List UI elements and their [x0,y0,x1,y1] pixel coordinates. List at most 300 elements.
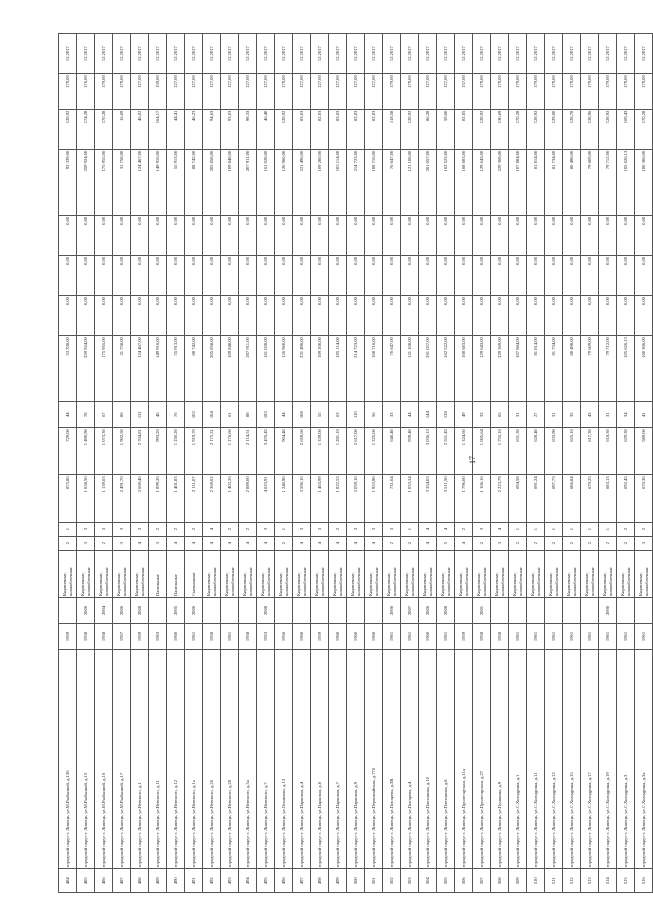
row-number: 508 [491,869,509,893]
cost-owners-cell: 175 955,00 [95,149,113,215]
total-area-cell: 3 511,50 [437,475,455,522]
total-cost-cell: 107 884,00 [509,336,527,402]
living-area-cell: 1 919,70 [185,428,203,475]
floors-cell: 2 [545,536,563,550]
table-row [95,34,113,893]
total-cost-cell: 259 924,00 [77,336,95,402]
floors-cell: 2 [95,536,113,550]
residents-cell: 44 [401,402,419,428]
total-area-cell: 1 053,34 [401,475,419,522]
entrances-cell: 1 [401,522,419,536]
max-cost-cell: 179,00 [95,74,113,109]
deadline-cell: 12.2017 [257,34,275,74]
year-built-cell: 1958 [95,623,113,649]
cost-owners-cell: 81 734,00 [545,149,563,215]
row-number: 513 [581,869,599,893]
deadline-cell: 12.2017 [239,34,257,74]
max-cost-cell: 179,00 [491,74,509,109]
entrances-cell: 1 [275,522,293,536]
wall-material-cell: Кирпичные, шлакоблочные [491,550,509,597]
row-number: 497 [293,869,311,893]
deadline-cell: 12.2017 [77,34,95,74]
cost-municipal-cell: 0,00 [599,215,617,255]
wall-material-cell: Кирпичные, шлакоблочные [239,550,257,597]
living-area-cell: 617,30 [581,428,599,475]
wall-material-cell: Кирпичные, шлакоблочные [275,550,293,597]
table-row [491,34,509,893]
entrances-cell: 2 [221,522,239,536]
residents-cell: 128 [437,402,455,428]
entrances-cell: 2 [185,522,203,536]
cost-owners-cell: 162 522,00 [437,149,455,215]
floors-cell: 2 [401,536,419,550]
cost-regional-cell: 0,00 [113,255,131,295]
max-cost-cell: 127,00 [221,74,239,109]
floors-cell: 4 [329,536,347,550]
table-row [239,34,257,893]
year-built-cell: 1957 [113,623,131,649]
max-cost-cell: 127,00 [437,74,455,109]
table-row [383,34,401,893]
residents-cell: 183 [257,402,275,428]
cost-owners-cell: 80 498,00 [563,149,581,215]
max-cost-cell: 179,00 [635,74,653,109]
max-cost-cell: 179,00 [527,74,545,109]
year-built-cell: 1959 [311,623,329,649]
residents-cell: 31 [545,402,563,428]
cost-municipal-cell: 0,00 [77,215,95,255]
address-cell: городской округ г. Липецк, ул.М.Рыбкиной, д.16 [95,649,113,868]
cost-owners-cell: 31 758,00 [113,149,131,215]
total-area-cell: 694,58 [509,475,527,522]
address-cell: городской округ г. Липецк, ул.С.Холодрина, д.15 [563,649,581,868]
floors-cell: 4 [365,536,383,550]
living-area-cell: 646,40 [383,428,401,475]
year-built-cell: 1961 [383,623,401,649]
table-row [347,34,365,893]
total-area-cell: 691,24 [527,475,545,522]
residents-cell: 76 [167,402,185,428]
floors-cell: 4 [239,536,257,550]
deadline-cell: 12.2017 [113,34,131,74]
cost-regional-cell: 0,00 [455,255,473,295]
total-area-cell: 686,84 [563,475,581,522]
cost-fund-cell: 0,00 [617,296,635,336]
total-cost-cell: 88 742,00 [185,336,203,402]
cost-regional-cell: 0,00 [203,255,221,295]
cost-municipal-cell: 0,00 [95,215,113,255]
unit-cost-cell: 128,92 [275,109,293,149]
cost-owners-cell: 81 814,00 [527,149,545,215]
total-area-cell: 2 889,00 [239,475,257,522]
cost-fund-cell: 0,00 [491,296,509,336]
year-built-cell: 1961 [617,623,635,649]
table-row [311,34,329,893]
year-repair-cell [617,598,635,624]
cost-regional-cell: 0,00 [437,255,455,295]
deadline-cell: 12.2017 [347,34,365,74]
wall-material-cell: Кирпичные, шлакоблочные [59,550,77,597]
unit-cost-cell: 130,69 [491,109,509,149]
cost-fund-cell: 0,00 [185,296,203,336]
living-area-cell: 589,00 [635,428,653,475]
cost-regional-cell: 0,00 [347,255,365,295]
wall-material-cell: Кирпичные, шлакоблочные [617,550,635,597]
wall-material-cell: Кирпичные, шлакоблочные [455,550,473,597]
max-cost-cell: 127,00 [239,74,257,109]
cost-owners-cell: 92 339,00 [59,149,77,215]
unit-cost-cell: 83,03 [293,109,311,149]
table-row [581,34,599,893]
total-cost-cell: 31 758,00 [113,336,131,402]
living-area-cell: 939,40 [401,428,419,475]
address-cell: городской округ г. Липецк, ул.С.Холодрина, д.3 [617,649,635,868]
cost-fund-cell: 0,00 [401,296,419,336]
cost-fund-cell: 0,00 [365,296,383,336]
cost-owners-cell: 126 960,00 [275,149,293,215]
residents-cell: 78 [77,402,95,428]
entrances-cell: 3 [77,522,95,536]
table-row [527,34,545,893]
address-cell: городской округ г. Липецк, ул.Невского, д.11 [149,649,167,868]
cost-fund-cell: 0,00 [293,296,311,336]
deadline-cell: 12.2017 [401,34,419,74]
row-number: 504 [419,869,437,893]
address-cell: городской округ г. Липецк, ул.Пушкина, д.9 [491,649,509,868]
wall-material-cell: Кирпичные, шлакоблочные [563,550,581,597]
cost-regional-cell: 0,00 [635,255,653,295]
deadline-cell: 12.2017 [221,34,239,74]
total-cost-cell: 126 960,00 [275,336,293,402]
max-cost-cell: 127,00 [167,74,185,109]
max-cost-cell: 127,00 [293,74,311,109]
cost-fund-cell: 0,00 [275,296,293,336]
max-cost-cell: 127,00 [365,74,383,109]
total-area-cell: 731,04 [383,475,401,522]
cost-owners-cell: 100 306,00 [635,149,653,215]
residents-cell: 61 [221,402,239,428]
table-row [599,34,617,893]
living-area-cell: 1 325,00 [365,428,383,475]
year-repair-cell: 2000 [599,598,617,624]
cost-owners-cell: 105 626,13 [617,149,635,215]
cost-regional-cell: 0,00 [257,255,275,295]
deadline-cell: 12.2017 [95,34,113,74]
table-row [617,34,635,893]
row-number: 491 [185,869,203,893]
deadline-cell: 12.2017 [275,34,293,74]
deadline-cell: 12.2017 [329,34,347,74]
year-built-cell: 1960 [329,623,347,649]
entrances-cell: 2 [167,522,185,536]
floors-cell: 2 [509,536,527,550]
total-cost-cell: 162 522,00 [437,336,455,402]
unit-cost-cell: 128,96 [581,109,599,149]
cost-regional-cell: 0,00 [509,255,527,295]
table-row [113,34,131,893]
year-built-cell: 1958 [473,623,491,649]
cost-fund-cell: 0,00 [581,296,599,336]
year-repair-cell: 2008 [257,598,275,624]
wall-material-cell: Кирпичные, шлакоблочные [473,550,491,597]
wall-material-cell: Кирпичные, шлакоблочные [113,550,131,597]
total-area-cell: 3 354,03 [419,475,437,522]
table-row [635,34,653,893]
table-row [149,34,167,893]
row-number: 489 [149,869,167,893]
year-built-cell: 1959 [59,623,77,649]
unit-cost-cell: 82,03 [365,109,383,149]
entrances-cell: 4 [437,522,455,536]
entrances-cell: 1 [59,522,77,536]
row-number: 494 [239,869,257,893]
floors-cell: 2 [383,536,401,550]
total-area-cell: 3 059,10 [347,475,365,522]
year-built-cell: 1961 [437,623,455,649]
floors-cell: 2 [527,536,545,550]
deadline-cell: 12.2017 [455,34,473,74]
year-built-cell: 1960 [347,623,365,649]
deadline-cell: 12.2017 [437,34,455,74]
table-row [401,34,419,893]
cost-owners-cell: 221 496,00 [293,149,311,215]
residents-cell: 63 [329,402,347,428]
max-cost-cell: 179,00 [563,74,581,109]
residents-cell: 44 [59,402,77,428]
year-repair-cell [581,598,599,624]
total-area-cell: 1 403,26 [221,475,239,522]
row-number: 501 [365,869,383,893]
max-cost-cell: 179,00 [617,74,635,109]
year-built-cell: 1961 [545,623,563,649]
cost-fund-cell: 0,00 [545,296,563,336]
max-cost-cell: 176,00 [77,74,95,109]
cost-fund-cell: 0,00 [383,296,401,336]
deadline-cell: 12.2017 [311,34,329,74]
entrances-cell: 4 [419,522,437,536]
wall-material-cell: Кирпичные, шлакоблочные [221,550,239,597]
housing-repair-table [58,33,653,893]
address-cell: городской округ г. Липецк, ул.М.Рыбкиной, д.15 [77,649,95,868]
residents-cell: 31 [509,402,527,428]
table-row [329,34,347,893]
total-area-cell: 1 166,16 [473,475,491,522]
cost-regional-cell: 0,00 [401,255,419,295]
cost-municipal-cell: 0,00 [113,215,131,255]
floors-cell: 4 [293,536,311,550]
total-cost-cell: 79 712,00 [599,336,617,402]
year-built-cell: 1961 [635,623,653,649]
table-row [365,34,383,893]
floors-cell: 2 [473,536,491,550]
cost-fund-cell: 0,00 [203,296,221,336]
wall-material-cell: Кирпичные, шлакоблочные [365,550,383,597]
address-cell: городской округ г. Липецк, ул.С.Холодрина, д.3а [635,649,653,868]
cost-owners-cell: 124 467,00 [131,149,149,215]
address-cell: городской округ г. Липецк, ул.Парковая, д.6 [311,649,329,868]
residents-cell: 43 [581,402,599,428]
cost-municipal-cell: 0,00 [221,215,239,255]
address-cell: городской округ г. Липецк, ул.Невского, д.28 [221,649,239,868]
wall-material-cell: Кирпичные, шлакоблочные [383,550,401,597]
total-cost-cell: 108 716,00 [365,336,383,402]
total-cost-cell: 81 734,00 [545,336,563,402]
wall-material-cell: Кирпичные, шлакоблочные [527,550,545,597]
row-number: 512 [563,869,581,893]
row-number: 514 [599,869,617,893]
total-cost-cell: 121 108,00 [401,336,419,402]
max-cost-cell: 179,00 [383,74,401,109]
max-cost-cell: 127,00 [257,74,275,109]
row-number: 488 [131,869,149,893]
unit-cost-cell: 164,17 [149,109,167,149]
unit-cost-cell: 44,41 [167,109,185,149]
floors-cell: 4 [185,536,203,550]
address-cell: городской округ г. Липецк, ул.Осипенко, д.13 [275,649,293,868]
cost-municipal-cell: 0,00 [329,215,347,255]
row-number: 498 [311,869,329,893]
unit-cost-cell: 128,92 [473,109,491,149]
cost-fund-cell: 0,00 [527,296,545,336]
entrances-cell: 2 [455,522,473,536]
entrances-cell: 2 [635,522,653,536]
cost-fund-cell: 0,00 [131,296,149,336]
living-area-cell: 618,30 [599,428,617,475]
unit-cost-cell: 174,28 [77,109,95,149]
address-cell: городской округ г. Липецк, ул.Первомайская, д.77б [365,649,383,868]
year-repair-cell [149,598,167,624]
floors-cell: 3 [77,536,95,550]
row-number: 510 [527,869,545,893]
living-area-cell: 1 902,50 [113,428,131,475]
year-repair-cell: 2006 [383,598,401,624]
year-built-cell: 1956 [275,623,293,649]
row-number: 503 [401,869,419,893]
total-area-cell: 3 669,40 [131,475,149,522]
floors-cell: 2 [275,536,293,550]
deadline-cell: 12.2017 [473,34,491,74]
total-cost-cell: 229 369,00 [491,336,509,402]
living-area-cell: 1 490,90 [77,428,95,475]
wall-material-cell: Кирпичные, шлакоблочные [77,550,95,597]
cost-municipal-cell: 0,00 [257,215,275,255]
max-cost-cell: 127,00 [419,74,437,109]
total-cost-cell: 53 338,00 [59,336,77,402]
entrances-cell: 1 [509,522,527,536]
cost-municipal-cell: 0,00 [239,215,257,255]
cost-regional-cell: 0,00 [383,255,401,295]
entrances-cell: 2 [239,522,257,536]
cost-municipal-cell: 0,00 [455,215,473,255]
cost-fund-cell: 0,00 [239,296,257,336]
entrances-cell: 2 [149,522,167,536]
row-number: 507 [473,869,491,893]
address-cell: городской округ г. Липецк, ул.Парковая, д.4 [293,649,311,868]
year-repair-cell: 2006 [113,598,131,624]
cost-owners-cell: 55 913,00 [167,149,185,215]
cost-owners-cell: 129 643,00 [473,149,491,215]
entrances-cell: 3 [473,522,491,536]
cost-municipal-cell: 0,00 [203,215,221,255]
year-built-cell: 1960 [293,623,311,649]
row-number: 484 [59,869,77,893]
year-built-cell: 1961 [509,623,527,649]
total-area-cell: 2 369,02 [203,475,221,522]
living-area-cell: 2 114,51 [239,428,257,475]
address-cell: городской округ г. Липецк, ул.М.Рыбкиной, д.13б [59,649,77,868]
residents-cell: 35 [563,402,581,428]
year-built-cell: 1960 [419,623,437,649]
max-cost-cell: 127,00 [347,74,365,109]
cost-regional-cell: 0,00 [59,255,77,295]
max-cost-cell: 127,00 [203,74,221,109]
address-cell: городской округ г. Липецк, ул.Парковая, д.7 [329,649,347,868]
wall-material-cell: Кирпичные, шлакоблочные [293,550,311,597]
wall-material-cell: Кирпичные, шлакоблочные [95,550,113,597]
year-repair-cell: 2007 [401,598,419,624]
cost-municipal-cell: 0,00 [491,215,509,255]
page-number: 17 [468,456,477,464]
living-area-cell: 993,20 [149,428,167,475]
living-area-cell: 2 659,60 [293,428,311,475]
residents-cell: 44 [275,402,293,428]
row-number: 506 [455,869,473,893]
table-row [509,34,527,893]
total-area-cell: 4 623,91 [257,475,275,522]
deadline-cell: 12.2017 [167,34,185,74]
year-repair-cell: 2006 [185,598,203,624]
floors-cell: 4 [131,536,149,550]
cost-owners-cell: 109 848,00 [221,149,239,215]
max-cost-cell: 127,00 [185,74,203,109]
table-row [563,34,581,893]
residents-cell: 88 [239,402,257,428]
table-row [131,34,149,893]
year-built-cell: 1961 [581,623,599,649]
living-area-cell: 3 470,45 [257,428,275,475]
cost-municipal-cell: 0,00 [131,215,149,255]
cost-owners-cell: 214 723,00 [347,149,365,215]
living-area-cell: 1 005,64 [473,428,491,475]
cost-regional-cell: 0,00 [95,255,113,295]
wall-material-cell: Кирпичные, шлакоблочные [599,550,617,597]
unit-cost-cell: 170,28 [635,109,653,149]
cost-regional-cell: 0,00 [365,255,383,295]
cost-owners-cell: 229 369,00 [491,149,509,215]
total-area-cell: 1 658,50 [77,475,95,522]
deadline-cell: 12.2017 [545,34,563,74]
table-row [545,34,563,893]
total-area-cell: 2 223,79 [491,475,509,522]
living-area-cell: 1 250,20 [167,428,185,475]
floors-cell: 4 [347,536,365,550]
row-number: 500 [347,869,365,893]
floors-cell: 4 [455,536,473,550]
total-area-cell: 1 953,90 [365,475,383,522]
max-cost-cell: 159,00 [149,74,167,109]
deadline-cell: 12.2017 [563,34,581,74]
cost-owners-cell: 88 742,00 [185,149,203,215]
address-cell: городской округ г. Липецк, ул.Парковая, д.9 [347,649,365,868]
cost-owners-cell: 76 647,00 [383,149,401,215]
year-built-cell: 1959 [131,623,149,649]
total-cost-cell: 149 916,00 [149,336,167,402]
residents-cell: 56 [365,402,383,428]
table-row [185,34,203,893]
entrances-cell: 3 [347,522,365,536]
max-cost-cell: 127,00 [311,74,329,109]
residents-cell: 55 [311,402,329,428]
